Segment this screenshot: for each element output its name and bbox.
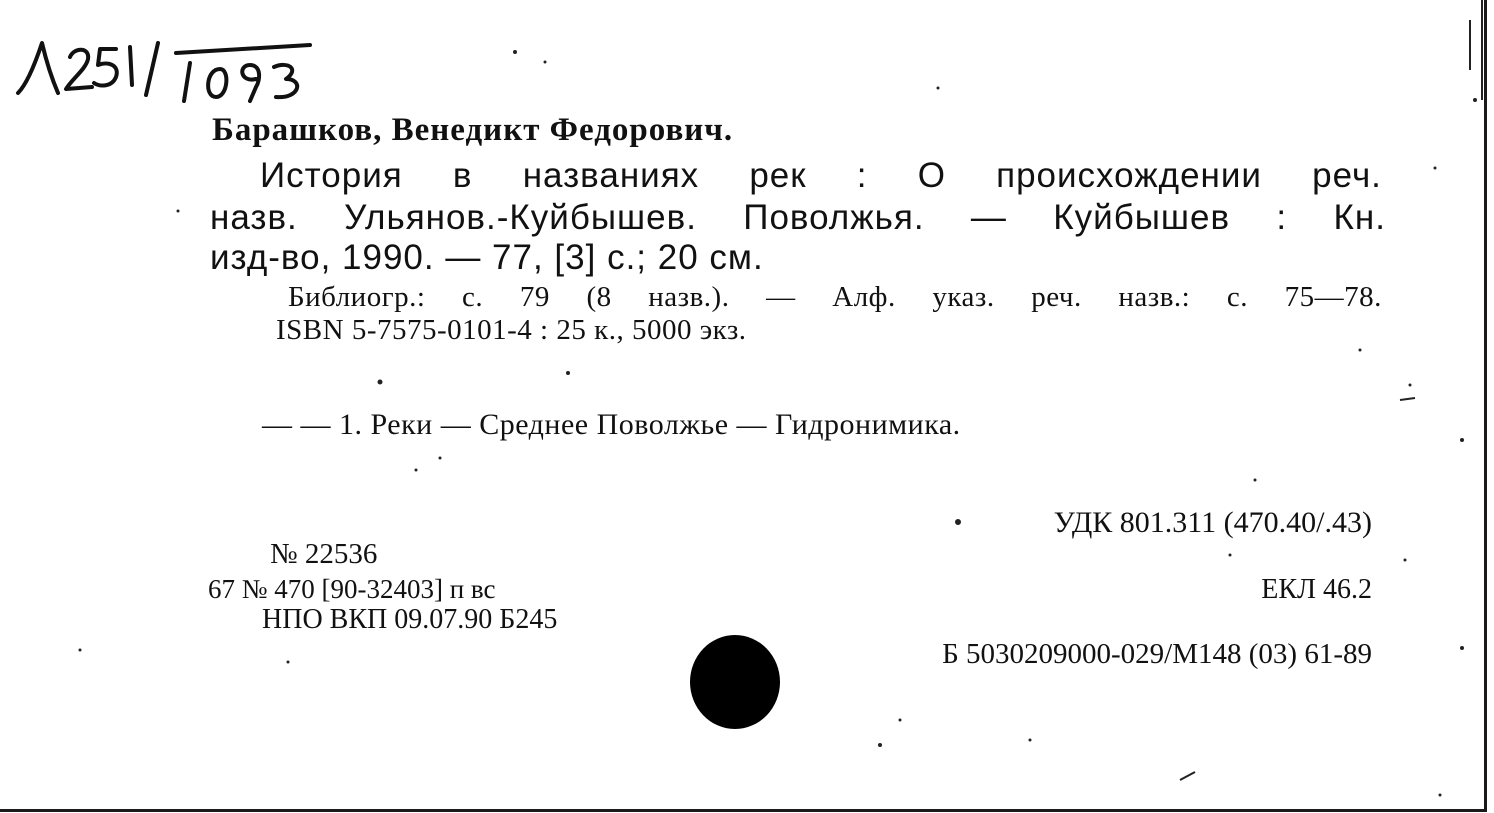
word: Кн.	[1333, 198, 1386, 237]
word: назв.).	[648, 281, 730, 313]
word: Поволжья.	[743, 198, 925, 237]
subject-heading: — — 1. Реки — Среднее Поволжье — Гидронимика.	[262, 408, 961, 441]
word: 79	[519, 281, 550, 313]
word: 75—78.	[1284, 281, 1382, 313]
title-line-3: изд-во, 1990. — 77, [3] с.; 20 см.	[210, 238, 764, 277]
word: —	[970, 198, 1007, 237]
word: реч.	[1031, 281, 1082, 313]
word: в	[452, 156, 473, 195]
ekl-code: ЕКЛ 46.2	[1261, 574, 1372, 605]
title-line-1	[260, 156, 1382, 196]
word: О	[917, 156, 946, 195]
word: Куйбышев	[1053, 198, 1231, 237]
word: с.	[1226, 281, 1248, 313]
word: —	[766, 281, 796, 313]
word: Ульянов.-Куйбышев.	[344, 198, 697, 237]
word: назв.:	[1118, 281, 1191, 313]
bbk-code: Б 5030209000-029/М148 (03) 61-89	[942, 638, 1372, 670]
print-order-number: 67 № 470 [90-32403] п вс	[208, 574, 496, 604]
word: рек	[749, 156, 807, 195]
word: реч.	[1312, 156, 1382, 195]
word: (8	[586, 281, 612, 313]
word: с.	[462, 281, 484, 313]
word: История	[260, 156, 403, 195]
word: указ.	[932, 281, 995, 313]
publisher-line: НПО ВКП 09.07.90 Б245	[262, 604, 558, 635]
isbn-line: ISBN 5-7575-0101-4 : 25 к., 5000 экз.	[276, 314, 747, 346]
word: Алф.	[832, 281, 896, 313]
handwritten-mark-drawing	[8, 35, 318, 105]
word: :	[1276, 198, 1288, 237]
word: назв.	[210, 198, 298, 237]
udk-code: УДК 801.311 (470.40/.43)	[1053, 506, 1372, 539]
word: происхождении	[996, 156, 1262, 195]
card-number: № 22536	[270, 538, 378, 570]
punch-hole	[690, 635, 780, 729]
word: названиях	[522, 156, 700, 195]
word: Библиогр.:	[288, 281, 426, 313]
title-line-2	[210, 198, 1386, 238]
bibliography-note	[288, 281, 1382, 314]
word: :	[856, 156, 868, 195]
handwritten-shelf-mark	[8, 35, 318, 105]
author-heading: Барашков, Венедикт Федорович.	[212, 112, 734, 148]
